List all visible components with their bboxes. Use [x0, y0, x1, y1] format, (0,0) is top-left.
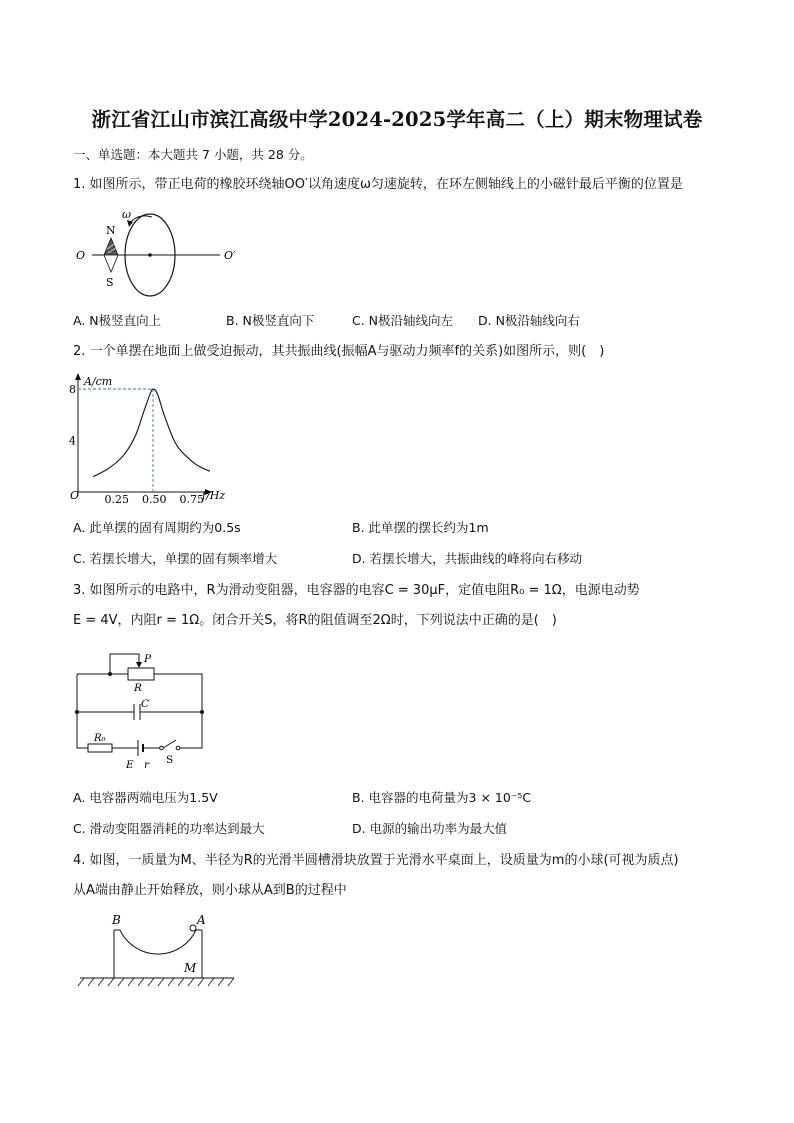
q2-option-a[interactable]: A. 此单摆的固有周期约为0.5s — [73, 520, 241, 535]
switch-s-label: S — [166, 754, 174, 766]
q3-option-d[interactable]: D. 电源的输出功率为最大值 — [352, 821, 508, 836]
mass-m-label: M — [184, 961, 197, 975]
q4-figure — [76, 910, 241, 990]
rheostat-r-label: R — [134, 682, 142, 694]
q1-option-c[interactable]: C. N极沿轴线向左 — [352, 313, 454, 328]
y-tick-label: 4 — [69, 434, 76, 448]
y-tick-label: 8 — [69, 383, 76, 396]
x-tick-label: 0.25 — [104, 493, 129, 503]
q1-figure — [72, 205, 252, 300]
south-label: S — [106, 276, 114, 289]
axis-o-label: O — [76, 249, 86, 262]
axis-o-prime-label: O′ — [224, 249, 236, 262]
capacitor-c-label: C — [141, 698, 150, 710]
section-heading: 一、单选题：本大题共 7 小题，共 28 分。 — [73, 147, 313, 162]
q4-stem-line2: 从A端由静止开始释放，则小球从A到B的过程中 — [73, 883, 347, 898]
slider-p-label: P — [144, 653, 152, 665]
q2-option-c[interactable]: C. 若摆长增大，单摆的固有频率增大 — [73, 551, 278, 566]
internal-r-label: r — [144, 759, 150, 770]
y-axis-label: A/cm — [84, 375, 113, 388]
north-label: N — [106, 224, 116, 237]
q4-stem-line1: 4. 如图，一质量为M、半径为R的光滑半圆槽滑块放置于光滑水平桌面上，设质量为m的小球(可视为质点) — [73, 853, 679, 868]
q2-option-d[interactable]: D. 若摆长增大，共振曲线的峰将向右移动 — [352, 551, 583, 566]
point-b-label: B — [112, 913, 121, 927]
q1-option-b[interactable]: B. N极竖直向下 — [226, 313, 315, 328]
emf-e-label: E — [126, 759, 134, 770]
q3-option-b[interactable]: B. 电容器的电荷量为3 × 10⁻⁵C — [352, 790, 532, 805]
q3-option-a[interactable]: A. 电容器两端电压为1.5V — [73, 790, 218, 805]
resistor-r0-label: R₀ — [94, 733, 106, 744]
q1-option-d[interactable]: D. N极沿轴线向右 — [478, 313, 580, 328]
x-tick-label: 0.50 — [142, 493, 167, 503]
q1-option-a[interactable]: A. N极竖直向上 — [73, 313, 162, 328]
q2-option-b[interactable]: B. 此单摆的摆长约为1m — [352, 520, 489, 535]
small-ball — [190, 925, 196, 931]
q1-stem: 1. 如图所示，带正电荷的橡胶环绕轴OO′以角速度ω匀速旋转，在环左侧轴线上的小磁针最后平衡的位置是 — [73, 177, 683, 192]
page-title: 浙江省江山市滨江高级中学2024-2025学年高二（上）期末物理试卷 — [91, 108, 703, 131]
q3-option-c[interactable]: C. 滑动变阻器消耗的功率达到最大 — [73, 821, 265, 836]
resonance-curve — [93, 389, 210, 477]
x-tick-label: 0.75 — [179, 493, 204, 503]
point-a-label: A — [197, 913, 206, 927]
q3-stem-line2: E = 4V，内阻r = 1Ω。闭合开关S，将R的阻值调至2Ω时，下列说法中正确的是( ) — [73, 613, 557, 628]
q3-stem-line1: 3. 如图所示的电路中，R为滑动变阻器，电容器的电容C = 30μF，定值电阻R₀ = 1Ω，电源电动势 — [73, 583, 640, 598]
origin-label: O — [70, 489, 80, 502]
q3-circuit-diagram — [72, 650, 207, 770]
q2-resonance-chart — [64, 368, 244, 503]
x-axis-label: f/Hz — [202, 489, 226, 502]
omega-label: ω — [122, 208, 131, 221]
q2-stem: 2. 一个单摆在地面上做受迫振动，其共振曲线(振幅A与驱动力频率f的关系)如图所示，则( ) — [73, 344, 605, 359]
